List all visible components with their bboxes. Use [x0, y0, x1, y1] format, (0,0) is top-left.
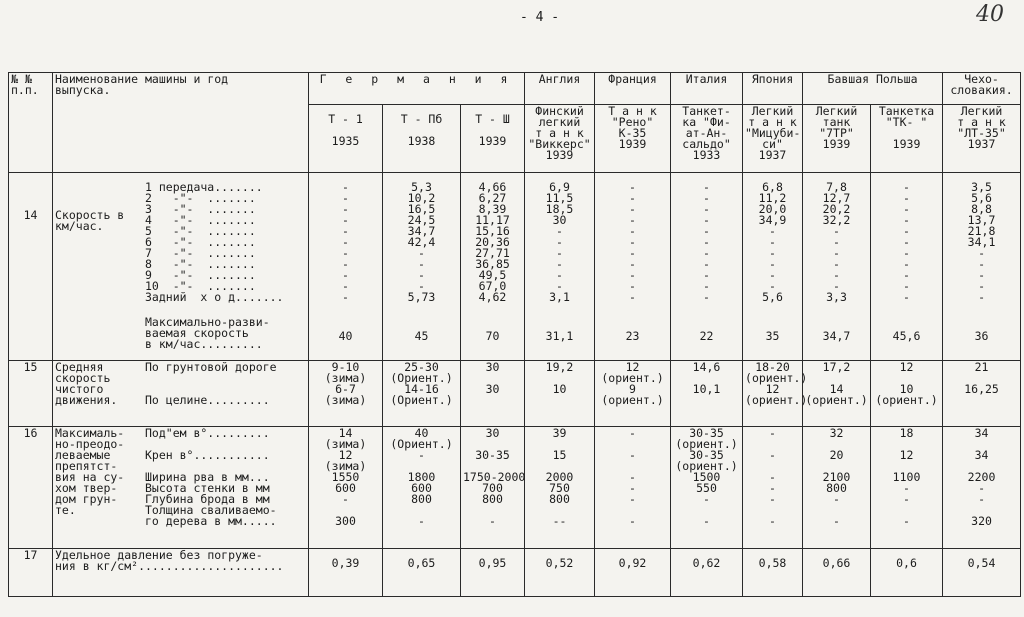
machine-header: Финский легкий т а н к "Виккерс" 1939 [525, 105, 595, 173]
data-cell: 18-20 (ориент.) 12 (ориент.) [743, 361, 803, 427]
data-cell: - - - - - - - - - - - 40 [309, 173, 383, 361]
data-cell: 9-10 (зима) 6-7 (зима) [309, 361, 383, 427]
row-number: 15 [9, 361, 53, 427]
row-number: 16 [9, 427, 53, 549]
row-label [53, 361, 309, 427]
machine-header: Т - Ш 1939 [461, 105, 525, 173]
machine-header: Легкий танк "7ТР" 1939 [803, 105, 871, 173]
machine-header: Легкий т а н к "Мицуби- си" 1937 [743, 105, 803, 173]
row-title: Скорость в км/час. [55, 208, 125, 233]
country-czechoslovakia: Чехо- словакия. [943, 73, 1021, 105]
data-cell: 17,2 14 (ориент.) [803, 361, 871, 427]
data-cell: 19,2 10 [525, 361, 595, 427]
data-cell: - - - - - - - - - - - 23 [595, 173, 671, 361]
data-cell: 6,8 11,2 20,0 34,9 - - - - - - 5,6 35 [743, 173, 803, 361]
row-ground-pressure [9, 549, 1021, 597]
tank-spec-table [8, 72, 1021, 597]
country-italy: Италия [671, 73, 743, 105]
machine-header: Легкий т а н к "ЛТ-35" 1937 [943, 105, 1021, 173]
data-cell: 30 30 [461, 361, 525, 427]
data-cell: - - - - - - - - - - - 22 [671, 173, 743, 361]
row-average-speed [9, 361, 1021, 427]
country-germany: Г е р м а н и я [309, 73, 525, 105]
col-header-num: № № п.п. [9, 73, 53, 173]
data-cell: 7,8 12,7 20,2 32,2 - - - - - - 3,3 34,7 [803, 173, 871, 361]
data-cell: 32 20 2100 800 - - [803, 427, 871, 549]
data-cell: 12 (ориент.) 9 (ориент.) [595, 361, 671, 427]
row-label [53, 427, 309, 549]
row-title: Максималь- но-преодо- леваемые препятст- вия на су- хом твер- дом грун- те. [55, 426, 125, 517]
data-cell: 12 10 (ориент.) [871, 361, 943, 427]
row-number: 14 [9, 173, 53, 361]
data-cell: 0,54 [943, 549, 1021, 597]
data-cell: - - - - - - [743, 427, 803, 549]
data-cell: 40 (Ориент.) - 1800 600 800 - [383, 427, 461, 549]
data-cell: 0,39 [309, 549, 383, 597]
data-cell: 0,52 [525, 549, 595, 597]
data-cell: 4,66 6,27 8,39 11,17 15,16 20,36 27,71 36,85 49,5 67,0 4,62 70 [461, 173, 525, 361]
terrain-labels: По грунтовой дороге По целине......... [145, 360, 277, 407]
header-row-countries [9, 73, 1021, 105]
machine-header: Танкетка "ТК- " 1939 [871, 105, 943, 173]
data-cell: 21 16,25 [943, 361, 1021, 427]
obstacle-labels: Под"ем в°......... Крен в°........... Ширина рва в мм... Высота стенки в мм Глубина брода в мм Толщина сваливаемо- го дерева в мм..... [145, 426, 277, 528]
data-cell: 18 12 1100 - - - [871, 427, 943, 549]
data-cell: 3,5 5,6 8,8 13,7 21,8 34,1 - - - - - 36 [943, 173, 1021, 361]
row-label [53, 173, 309, 361]
data-cell: 5,3 10,2 16,5 24,5 34,7 42,4 - - - - 5,73 45 [383, 173, 461, 361]
data-cell: 0,92 [595, 549, 671, 597]
country-france: Франция [595, 73, 671, 105]
machine-header: Т - 1 1935 [309, 105, 383, 173]
archive-mark: 40 [976, 2, 1004, 27]
machine-header: Танкет- ка "Фи- ат-Ан- сальдо" 1933 [671, 105, 743, 173]
data-cell: 34 34 2200 - - 320 [943, 427, 1021, 549]
row-obstacles [9, 427, 1021, 549]
data-cell: 0,65 [383, 549, 461, 597]
row-title: Удельное давление без погруже- ния в кг/см²..................... [55, 548, 284, 573]
data-cell: 14,6 10,1 [671, 361, 743, 427]
page-number: - 4 - [520, 10, 560, 25]
row-speed [9, 173, 1021, 361]
machine-header: Т а н к "Рено" К-35 1939 [595, 105, 671, 173]
data-cell: 0,95 [461, 549, 525, 597]
data-cell: 0,6 [871, 549, 943, 597]
data-cell: - - - - - - - - - - - 45,6 [871, 173, 943, 361]
data-cell: - - - - - - [595, 427, 671, 549]
data-cell: 39 15 2000 750 800 -- [525, 427, 595, 549]
col-header-name: Наименование машины и год выпуска. [53, 73, 309, 173]
data-cell: 25-30 (Ориент.) 14-16 (Ориент.) [383, 361, 461, 427]
row-number: 17 [9, 549, 53, 597]
data-cell: 0,62 [671, 549, 743, 597]
machine-header: Т - Пб 1938 [383, 105, 461, 173]
gear-labels: 1 передача....... 2 -"- ....... 3 -"- ....... 4 -"- ....... 5 -"- ....... 6 -"- ....... 7 -"- ....... 8 -"- ....... 9 -"- ....... 10 -"- ....... Задний х о д....... [145, 180, 284, 304]
data-cell: 14 (зима) 12 (зима) 1550 600 - 300 [309, 427, 383, 549]
data-cell: 0,58 [743, 549, 803, 597]
country-poland: Бавшая Польша [803, 73, 943, 105]
row-title: Средняя скорость чистого движения. [55, 360, 118, 407]
data-cell: 6,9 11,5 18,5 30 - - - - - - 3,1 31,1 [525, 173, 595, 361]
row-label [53, 549, 309, 597]
max-speed-label: Максимально-разви- ваемая скорость в км/час......... [145, 315, 270, 351]
data-cell: 0,66 [803, 549, 871, 597]
country-japan: Япония [743, 73, 803, 105]
data-cell: 30-35 (ориент.) 30-35 (ориент.) 1500 550 - - [671, 427, 743, 549]
data-cell: 30 30-35 1750-2000 700 800 - [461, 427, 525, 549]
country-england: Англия [525, 73, 595, 105]
